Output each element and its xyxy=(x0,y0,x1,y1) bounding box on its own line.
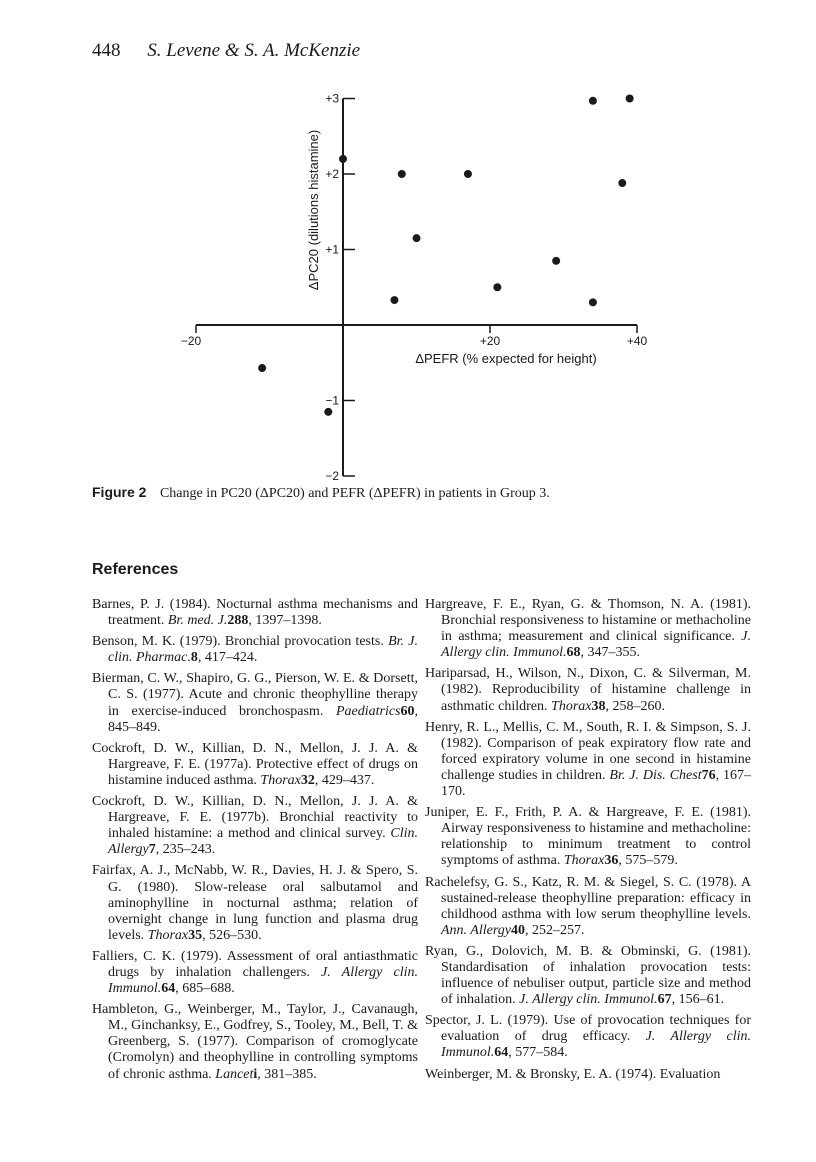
data-point xyxy=(552,257,560,265)
x-axis-label: ΔPEFR (% expected for height) xyxy=(415,351,597,366)
x-tick-label: +20 xyxy=(479,334,501,348)
reference-item: Fairfax, A. J., McNabb, W. R., Davies, H. J. & Spero, S. G. (1980). Slow-release oral salbutamol and aminophylline in nocturnal asthma; relation of overnight change in lung function and plasma drug levels. Thorax35, 526–530. xyxy=(92,863,418,943)
data-point xyxy=(493,283,501,291)
reference-item: Hargreave, F. E., Ryan, G. & Thomson, N. A. (1981). Bronchial responsiveness to histamine or methacholine in asthma; measurement and clinical significance. J. Allergy clin. Immunol.68, 347–355. xyxy=(425,597,751,661)
data-point xyxy=(589,298,597,306)
data-point xyxy=(398,170,406,178)
data-point xyxy=(618,179,626,187)
reference-item: Hambleton, G., Weinberger, M., Taylor, J., Cavanaugh, M., Ginchanksy, E., Godfrey, S., Tooley, M., Bell, T. & Greenberg, S. (1977). Comparison of cromoglycate (Cromolyn) and theophylline in controlling symptoms of chronic asthma. Lanceti, 381–385. xyxy=(92,1002,418,1082)
reference-item: Benson, M. K. (1979). Bronchial provocation tests. Br. J. clin. Pharmac.8, 417–424. xyxy=(92,634,418,666)
reference-item: Barnes, P. J. (1984). Nocturnal asthma mechanisms and treatment. Br. med. J.288, 1397–1398. xyxy=(92,597,418,629)
reference-item: Cockroft, D. W., Killian, D. N., Mellon, J. J. A. & Hargreave, F. E. (1977a). Protective effect of drugs on histamine induced asthma. Thorax32, 429–437. xyxy=(92,740,418,788)
reference-item: Weinberger, M. & Bronsky, E. A. (1974). Evaluation xyxy=(425,1066,721,1082)
reference-item: Ryan, G., Dolovich, M. B. & Obminski, G. (1981). Standardisation of inhalation provocation tests: influence of nebuliser output, particle size and method of inhalation. J. Allergy clin. Immunol.67, 156–61. xyxy=(425,943,751,1008)
data-point xyxy=(589,97,597,105)
data-point xyxy=(339,155,347,163)
data-point xyxy=(626,95,634,103)
reference-item: Rachelefsy, G. S., Katz, R. M. & Siegel, S. C. (1978). A sustained-release theophylline preparation: efficacy in childhood asthma with low serum theophylline levels. Ann. Allergy40, 252–257. xyxy=(425,874,751,938)
y-tick-label: −2 xyxy=(325,469,339,480)
y-tick-label: −1 xyxy=(325,393,339,408)
references-left-column xyxy=(92,597,418,1088)
data-point xyxy=(390,296,398,304)
figure-caption-label: Figure 2 xyxy=(92,484,147,500)
reference-item: Henry, R. L., Mellis, C. M., South, R. I. & Simpson, S. J. (1982). Comparison of peak expiratory flow rate and forced expiratory volume in one second in histamine challenge studies in children. Br. J. Dis. Chest76, 167–170. xyxy=(425,719,751,800)
running-head-authors: S. Levene & S. A. McKenzie xyxy=(147,40,361,61)
y-tick-label: +2 xyxy=(325,167,339,181)
reference-item: Spector, J. L. (1979). Use of provocation techniques for evaluation of drug efficacy. J. Allergy clin. Immunol.64, 577–584. xyxy=(425,1013,751,1061)
page-number: 448 xyxy=(92,40,121,61)
data-point xyxy=(324,408,332,416)
reference-item: Juniper, E. F., Frith, P. A. & Hargreave, F. E. (1981). Airway responsiveness to histamine and methacholine: relationship to minimum treatment to control symptoms of asthma. Thorax36, 575–579. xyxy=(425,805,751,869)
x-tick-label: +40 xyxy=(626,334,648,348)
figure-caption xyxy=(92,484,550,502)
data-point xyxy=(258,364,266,372)
reference-item: Falliers, C. K. (1979). Assessment of oral antiasthmatic drugs by inhalation challengers. J. Allergy clin. Immunol.64, 685–688. xyxy=(92,948,418,997)
figure-caption-text: Change in PC20 (ΔPC20) and PEFR (ΔPEFR) in patients in Group 3. xyxy=(159,486,550,501)
reference-item: Bierman, C. W., Shapiro, G. G., Pierson, W. E. & Dorsett, C. S. (1977). Acute and chronic theophylline therapy in exercise-induced bronchospasm. Paediatrics60, 845–849. xyxy=(92,671,418,735)
data-point xyxy=(464,170,472,178)
data-point xyxy=(413,234,421,242)
y-tick-label: +3 xyxy=(325,91,339,106)
y-tick-label: +1 xyxy=(325,242,339,257)
reference-item: Cockroft, D. W., Killian, D. N., Mellon, J. J. A. & Hargreave, F. E. (1977b). Bronchial reactivity to inhaled histamine: a method and clinical survey. Clin. Allergy7, 235–243. xyxy=(92,794,418,858)
x-tick-label: −20 xyxy=(180,334,202,348)
reference-item: Hariparsad, H., Wilson, N., Dixon, C. & Silverman, M. (1982). Reproducibility of histamine challenge in asthmatic children. Thorax38, 258–260. xyxy=(425,666,751,714)
y-axis-label: ΔPC20 (dilutions histamine) xyxy=(306,129,321,291)
scatter-chart xyxy=(0,0,816,480)
references-heading: References xyxy=(92,561,179,578)
references-right-column xyxy=(425,597,751,1088)
